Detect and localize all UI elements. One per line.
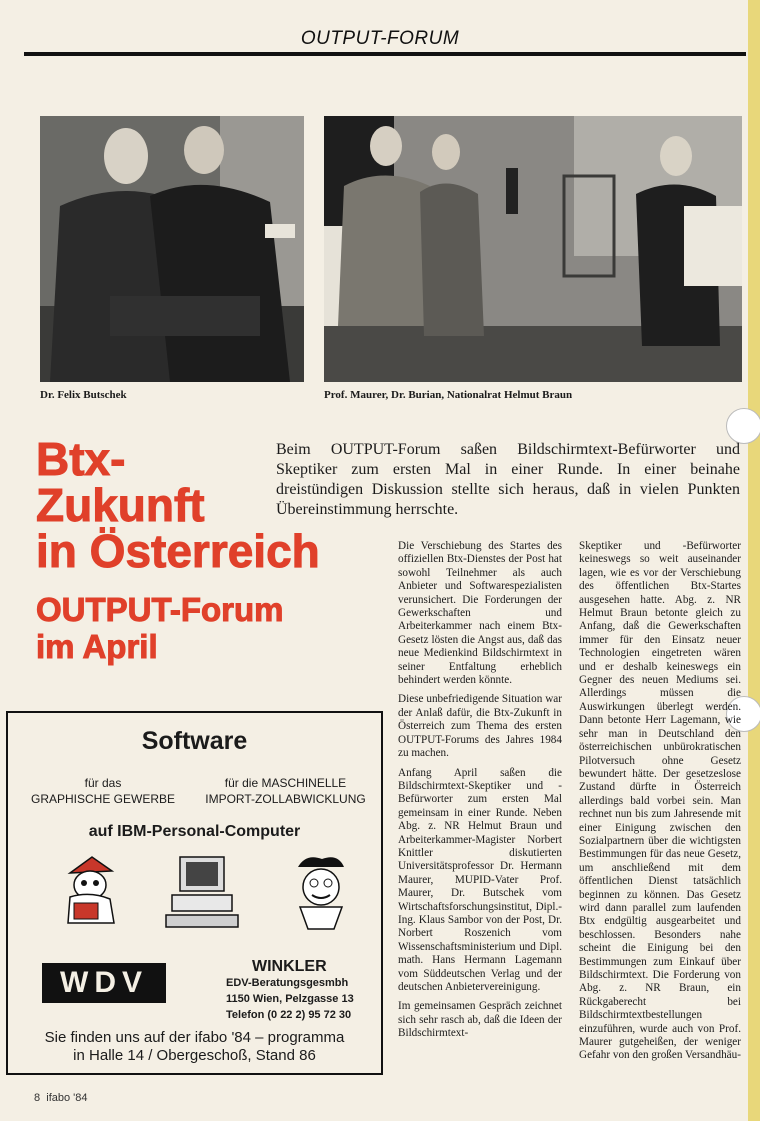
ad-right-block bbox=[198, 775, 373, 807]
page-edge bbox=[748, 0, 760, 1121]
wdv-logo bbox=[42, 963, 166, 1003]
ad-footer-line2: in Halle 14 / Obergeschoß, Stand 86 bbox=[73, 1047, 316, 1064]
computer-illustration bbox=[162, 853, 242, 933]
company-info bbox=[226, 959, 354, 1023]
ad-right-line1: für die MASCHINELLE bbox=[224, 776, 347, 790]
software-advertisement bbox=[6, 711, 383, 1075]
caption-right: Prof. Maurer, Dr. Burian, Nationalrat Helmut Braun bbox=[324, 389, 573, 401]
ad-title: Software bbox=[141, 727, 248, 755]
article-column-2 bbox=[579, 540, 741, 1069]
chef-illustration bbox=[286, 853, 356, 933]
page-footer bbox=[34, 1092, 88, 1104]
article-paragraph: Diese unbefriedigende Situation war der Anlaß dafür, die Btx-Zukunft in Österreich zum Thema des ersten OUTPUT-Forums des Jahres 1984 zu machen. bbox=[398, 693, 562, 760]
detective-illustration bbox=[56, 853, 126, 931]
photo-butschek bbox=[40, 116, 304, 382]
company-phone: Telefon (0 22 2) 95 72 30 bbox=[226, 1009, 352, 1021]
ad-left-block bbox=[18, 775, 188, 807]
wdv-logo-text: WDV bbox=[60, 966, 148, 999]
photo-discussion bbox=[324, 116, 742, 382]
caption-left: Dr. Felix Butschek bbox=[40, 389, 127, 401]
ad-footer bbox=[8, 1029, 381, 1065]
article-column-1 bbox=[398, 540, 562, 1047]
subheadline-line2: im April bbox=[36, 628, 158, 665]
punch-hole-top bbox=[726, 408, 760, 444]
ad-footer-line1: Sie finden uns auf der ifabo '84 – programma bbox=[44, 1029, 345, 1046]
headline-line3: in Österreich bbox=[36, 525, 320, 577]
article-paragraph: Anfang April saßen die Bildschirmtext-Skeptiker und -Befürworter zum ersten Mal gemeinsam in einer Runde. Neben Abg. z. NR Helmut Braun und Arbeiterkammer-Magister Norbert Knittler diskutierten Universitätsprofessor Dr. Hermann Maurer, MUPID-Vater Prof. Maurer, Dr. Butschek vom Wirtschaftsforschungsinstitut, Dipl.-Ing. Klaus Sambor von der Post, Dr. Norbert Roszenich vom Wissenschaftsministerium und Dipl. math. Hans Hermann Lagemann vom Süddeutschen Verlag und der deutschen Anbietervereinigung. bbox=[398, 766, 562, 993]
page-header bbox=[0, 0, 760, 58]
company-subtitle: EDV-Beratungsgesmbh bbox=[226, 977, 349, 989]
header-rule bbox=[24, 52, 746, 56]
headline-line2: Zukunft bbox=[36, 479, 205, 531]
article-paragraph: Die Verschiebung des Startes des offiziellen Btx-Dienstes der Post hat sowohl Teilnehmer als auch Anbieter und Softwarespezialisten verunsichert. Die Forderungen der Gewerkschaften und Arbeiterkammer nach einem Btx-Gesetz lösten die Angst aus, daß das neue Medienkind Bildschirmtext in seiner Entfaltung erheblich behindert werden könnte. bbox=[398, 540, 562, 687]
headline-line1: Btx- bbox=[36, 433, 126, 485]
ad-left-line1: für das bbox=[84, 776, 122, 790]
publication-name: ifabo '84 bbox=[46, 1092, 88, 1104]
article-paragraph: Im gemeinsamen Gespräch zeichnet sich sehr rasch ab, daß die Ideen der Bildschirmtext- bbox=[398, 1000, 562, 1040]
page-number: 8 bbox=[34, 1092, 41, 1104]
article-paragraph: Skeptiker und -Befürworter keineswegs so weit auseinander lagen, wie es vor der Verschiebung des öffentlichen Btx-Startes ausgesehen hatte. Abg. z. NR Helmut Braun betonte gleich zu Anfang, daß die Gewerkschaften immer für den Einsatz neuer Technologien eingetreten wären und er deshalb keineswegs ein Gegner des neuen Mediums sei. Allerdings müssen die Auswirkungen überlegt werden. Dann betonte Herr Lagemann, wie sehr man in Deutschland den österreichischen unbürokratischen Pilotversuch ohne Gesetz bewundert hätte. Der gesetzeslose Zustand dürfte in Österreich allerdings bald vorbei sein. Man rechnet nun bis zum Jahresende mit einer Einigung zwischen den Sozialpartnern über die wichtigsten Bestimmungen für das neue Gesetz, um anschließend mit dem öffentlichen Dienst tatsächlich beginnen zu können. Das Gesetz wird dann parallel zum laufenden Btx endgültig ausgearbeitet und beschlossen. Besonders nahe scheint die Einigung bei den Bestimmungen zum Einkauf über Bildschirmtext. Die Forderung von Abg. z. NR Braun, ein Rückgaberecht bei Bildschirmtextbestellungen einzuführen, wurde auch von Prof. Maurer gutgeheißen, der weniger Gefahr von den großen Versandhäu- bbox=[579, 540, 741, 1062]
company-address: 1150 Wien, Pelzgasse 13 bbox=[226, 993, 354, 1005]
ad-left-line2: GRAPHISCHE GEWERBE bbox=[30, 792, 176, 806]
company-name: WINKLER bbox=[252, 958, 327, 975]
ad-platform: auf IBM-Personal-Computer bbox=[88, 823, 301, 840]
section-title: OUTPUT-FORUM bbox=[300, 28, 460, 49]
subheadline-line1: OUTPUT-Forum bbox=[36, 591, 284, 628]
article-intro: Beim OUTPUT-Forum saßen Bildschirmtext-Befürworter und Skeptiker zum ersten Mal in einer Runde. In einer beinahe dreistündigen Diskussion stellte sich heraus, daß in vielen Punkten Übereinstimmung herrschte. bbox=[276, 441, 740, 518]
ad-right-line2: IMPORT-ZOLLABWICKLUNG bbox=[205, 792, 366, 806]
